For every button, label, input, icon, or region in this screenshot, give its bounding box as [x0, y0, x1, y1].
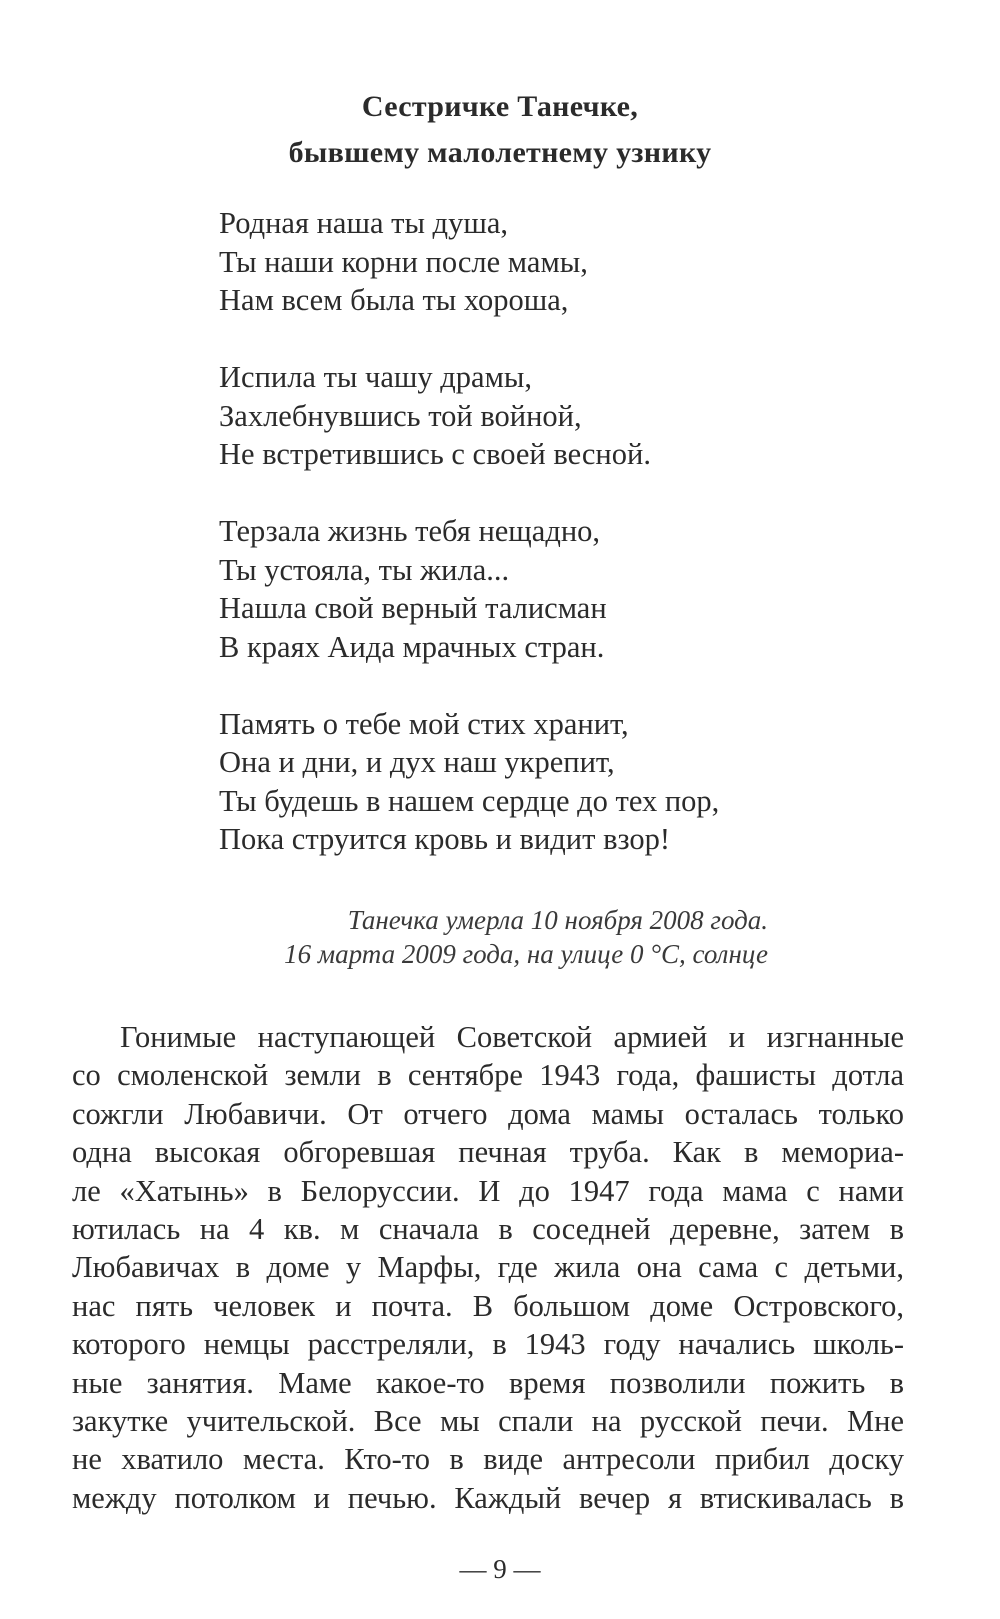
poem	[219, 204, 939, 859]
prose-line: ные занятия. Маме какое-то время позволили пожить в	[72, 1365, 904, 1400]
poem-line: Нам всем была ты хороша,	[219, 283, 569, 317]
prose-line: ле «Хатынь» в Белоруссии. И до 1947 года мама с нами	[72, 1173, 904, 1208]
poem-line: Ты наши корни после мамы,	[219, 244, 588, 279]
poem-line: Ты устояла, ты жила...	[219, 552, 510, 587]
prose-line: сожгли Любавичи. От отчего дома мамы осталась только	[72, 1096, 904, 1131]
stanza-1	[219, 204, 939, 320]
poem-line: Пока струится кровь и видит взор!	[219, 822, 670, 856]
prose-paragraph	[72, 1018, 904, 1517]
prose-line: Гонимые наступающей Советской армией и изгнанные	[120, 1020, 904, 1054]
note-line-2: 16 марта 2009 года, на улице 0 °С, солнце	[284, 939, 768, 969]
poem-line: Захлебнувшись той войной,	[219, 398, 582, 433]
poem-line: В краях Аида мрачных стран.	[219, 629, 605, 664]
poem-line: Память о тебе мой стих хранит,	[219, 706, 629, 741]
poem-title	[0, 84, 1000, 176]
poem-line: Родная наша ты душа,	[219, 206, 508, 240]
poem-line: Нашла свой верный талисман	[219, 591, 607, 625]
poem-line: Она и дни, и дух наш укрепит,	[219, 745, 615, 779]
prose-line: со смоленской земли в сентябре 1943 года, фашисты дотла	[72, 1058, 904, 1093]
title-line-2: бывшему малолетнему узнику	[288, 136, 712, 169]
prose-line: между потолком и печью. Каждый вечер я втискивалась в	[72, 1480, 904, 1515]
prose-line: одна высокая обгоревшая печная труба. Как в мемориа-	[72, 1135, 904, 1170]
stanza-4	[219, 705, 939, 859]
title-line-1: Сестричке Танечке,	[361, 90, 639, 123]
note-line-1: Танечка умерла 10 ноября 2008 года.	[347, 905, 768, 935]
prose-line: закутке учительской. Все мы спали на русской печи. Мне	[72, 1404, 904, 1439]
poem-line: Испила ты чашу драмы,	[219, 360, 532, 394]
stanza-2	[219, 358, 939, 474]
prose-line: которого немцы расстреляли, в 1943 году начались школь-	[72, 1327, 904, 1362]
stanza-3	[219, 512, 939, 666]
page-number: — 9 —	[459, 1554, 541, 1584]
poem-line: Не встретившись с своей весной.	[219, 437, 651, 471]
date-note	[284, 903, 768, 971]
prose-line: ютилась на 4 кв. м сначала в соседней деревне, затем в	[72, 1212, 904, 1247]
prose-line: нас пять человек и почта. В большом доме Островского,	[72, 1288, 904, 1323]
poem-line: Терзала жизнь тебя нещадно,	[219, 514, 601, 548]
prose-line: Любавичах в доме у Марфы, где жила она сама с детьми,	[72, 1250, 904, 1285]
poem-line: Ты будешь в нашем сердце до тех пор,	[219, 783, 720, 818]
prose-line: не хватило места. Кто-то в виде антресоли прибил доску	[72, 1442, 904, 1477]
